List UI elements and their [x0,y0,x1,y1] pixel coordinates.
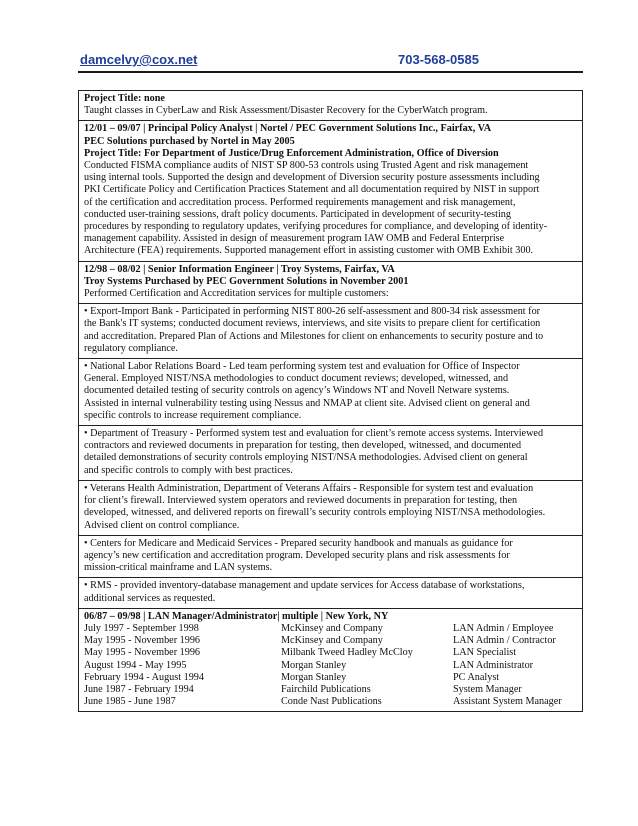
phone-number: 703-568-0585 [398,52,479,67]
text-line: additional services as requested. [84,592,216,604]
job-company: McKinsey and Company [281,622,383,634]
section-heading: Project Title: none [84,93,165,104]
section-va [79,480,582,535]
job-history-list [84,623,577,708]
text-line: detailed demonstrations of security controls employing NIST/NSA methodologies. Advised client on general [84,452,528,464]
text-line: agency’s new certification and accreditation program. Developed security plans and risk assessments for [84,549,510,561]
text-line: regulatory compliance. [84,342,178,354]
text-line: mission-critical mainframe and LAN systems. [84,562,273,574]
job-dates: June 1987 - February 1994 [84,683,194,695]
text-line: procedures by responding to regulatory updates, verifying procedures for compliance, and developing of identity- [84,221,548,233]
section-rms [79,577,582,607]
text-line: PKI Certificate Policy and Certification Practices Statement and all documentation required by NIST in support [84,184,540,196]
job-dates: May 1995 - November 1996 [84,647,201,659]
job-role: PC Analyst [453,671,500,683]
text-line: contractors and reviewed documents in preparation for testing, then developed, witnessed, and documented [84,440,522,452]
section-heading: Project Title: For Department of Justice/Drug Enforcement Administration, Office of Diversion [84,147,499,159]
text-line: for client’s firewall. Interviewed system operators and reviewed documents in preparation for testing, then [84,495,518,507]
text-line: and specific controls to comply with best practices. [84,464,293,476]
section-nortel [79,120,582,260]
text-line: and accreditation. Prepared Plan of Actions and Milestones for client on enhancements to security posture and to [84,330,544,342]
job-company: Conde Nast Publications [281,696,382,708]
job-company: Morgan Stanley [281,671,347,683]
text-line: Architecture (FEA) requirements. Supported management effort in assisting customer with OMB Exhibit 300. [84,245,534,257]
section-nlrb [79,358,582,425]
section-cyberwatch [79,91,582,120]
job-dates: June 1985 - June 1987 [84,696,176,708]
job-role: Assistant System Manager [453,696,562,708]
text-line: • Department of Treasury - Performed system test and evaluation for client’s remote access systems. Interviewed [84,428,544,440]
text-line: management capability. Assisted in design of measurement program IAW OMB and Federal Enterprise [84,233,505,245]
section-heading: 12/01 – 09/07 | Principal Policy Analyst | Nortel / PEC Government Solutions Inc., Fairfax, VA [84,123,492,135]
text-line: • Centers for Medicare and Medicaid Services - Prepared security handbook and manuals as guidance for [84,537,513,549]
header-divider [78,71,583,73]
job-role: LAN Admin / Contractor [453,635,556,647]
text-line: • National Labor Relations Board - Led team performing system test and evaluation for Office of Inspector [84,361,520,373]
job-role: System Manager [453,683,522,695]
text-line: Advised client on control compliance. [84,519,240,531]
text-line: the Bank's IT systems; conducted document reviews, interviews, and site visits to prepare client for certification [84,318,541,330]
section-heading: 12/98 – 08/02 | Senior Information Engineer | Troy Systems, Fairfax, VA [84,263,395,275]
page-header [0,0,638,80]
text-line: developed, witnessed, and delivered reports on firewall’s security controls employing NIST/NSA methodologies. [84,507,546,519]
text-line: • Veterans Health Administration, Department of Veterans Affairs - Responsible for system test and evaluation [84,482,534,494]
text-line: Assisted in internal vulnerability testing using Nessus and NMAP at client site. Advised client on general and [84,397,530,409]
text-line: General. Employed NIST/NSA methodologies to conduct document reviews; developed, witnessed, and [84,373,509,385]
resume-table [78,90,583,712]
text-line: documented detailed testing of security controls on agency’s Windows NT and Novell Netware systems. [84,385,510,397]
job-company: Fairchild Publications [281,683,371,695]
job-dates: August 1994 - May 1995 [84,659,187,671]
job-role: LAN Administrator [453,659,534,671]
job-company: Milbank Tweed Hadley McCloy [281,647,413,659]
section-lan-manager [79,608,582,712]
text-line: Taught classes in CyberLaw and Risk Assessment/Disaster Recovery for the CyberWatch program. [84,105,488,117]
email-link[interactable]: damcelvy@cox.net [80,52,198,67]
text-line: • Export-Import Bank - Participated in performing NIST 800-26 self-assessment and 800-34 risk assessment for [84,306,541,318]
text-line: using internal tools. Supported the design and development of Diversion security posture assessments including [84,172,540,184]
job-dates: May 1995 - November 1996 [84,635,201,647]
section-treasury [79,425,582,480]
section-heading: PEC Solutions purchased by Nortel in May 2005 [84,135,295,147]
text-line: of the certification and accreditation process. Performed requirements management and risk management, [84,196,516,208]
text-line: Conducted FISMA compliance audits of NIST SP 800-53 controls using Trusted Agent and risk management [84,160,529,172]
text-line: Performed Certification and Accreditation services for multiple customers: [84,288,389,300]
job-dates: July 1997 - September 1998 [84,622,199,634]
section-exim [79,303,582,358]
section-troy-header [79,261,582,304]
text-line: specific controls to increase requirement compliance. [84,409,302,421]
job-role: LAN Admin / Employee [453,622,554,634]
section-cms [79,535,582,578]
job-company: McKinsey and Company [281,635,383,647]
job-company: Morgan Stanley [281,659,347,671]
text-line: conducted user-training sessions, draft policy documents. Participated in development of security-testing [84,208,511,220]
text-line: • RMS - provided inventory-database management and update services for Access database of workstations, [84,580,525,592]
section-heading: 06/87 – 09/98 | LAN Manager/Administrator| multiple | New York, NY [84,610,389,622]
job-dates: February 1994 - August 1994 [84,671,204,683]
section-heading: Troy Systems Purchased by PEC Government Solutions in November 2001 [84,275,409,287]
job-role: LAN Specialist [453,647,517,659]
